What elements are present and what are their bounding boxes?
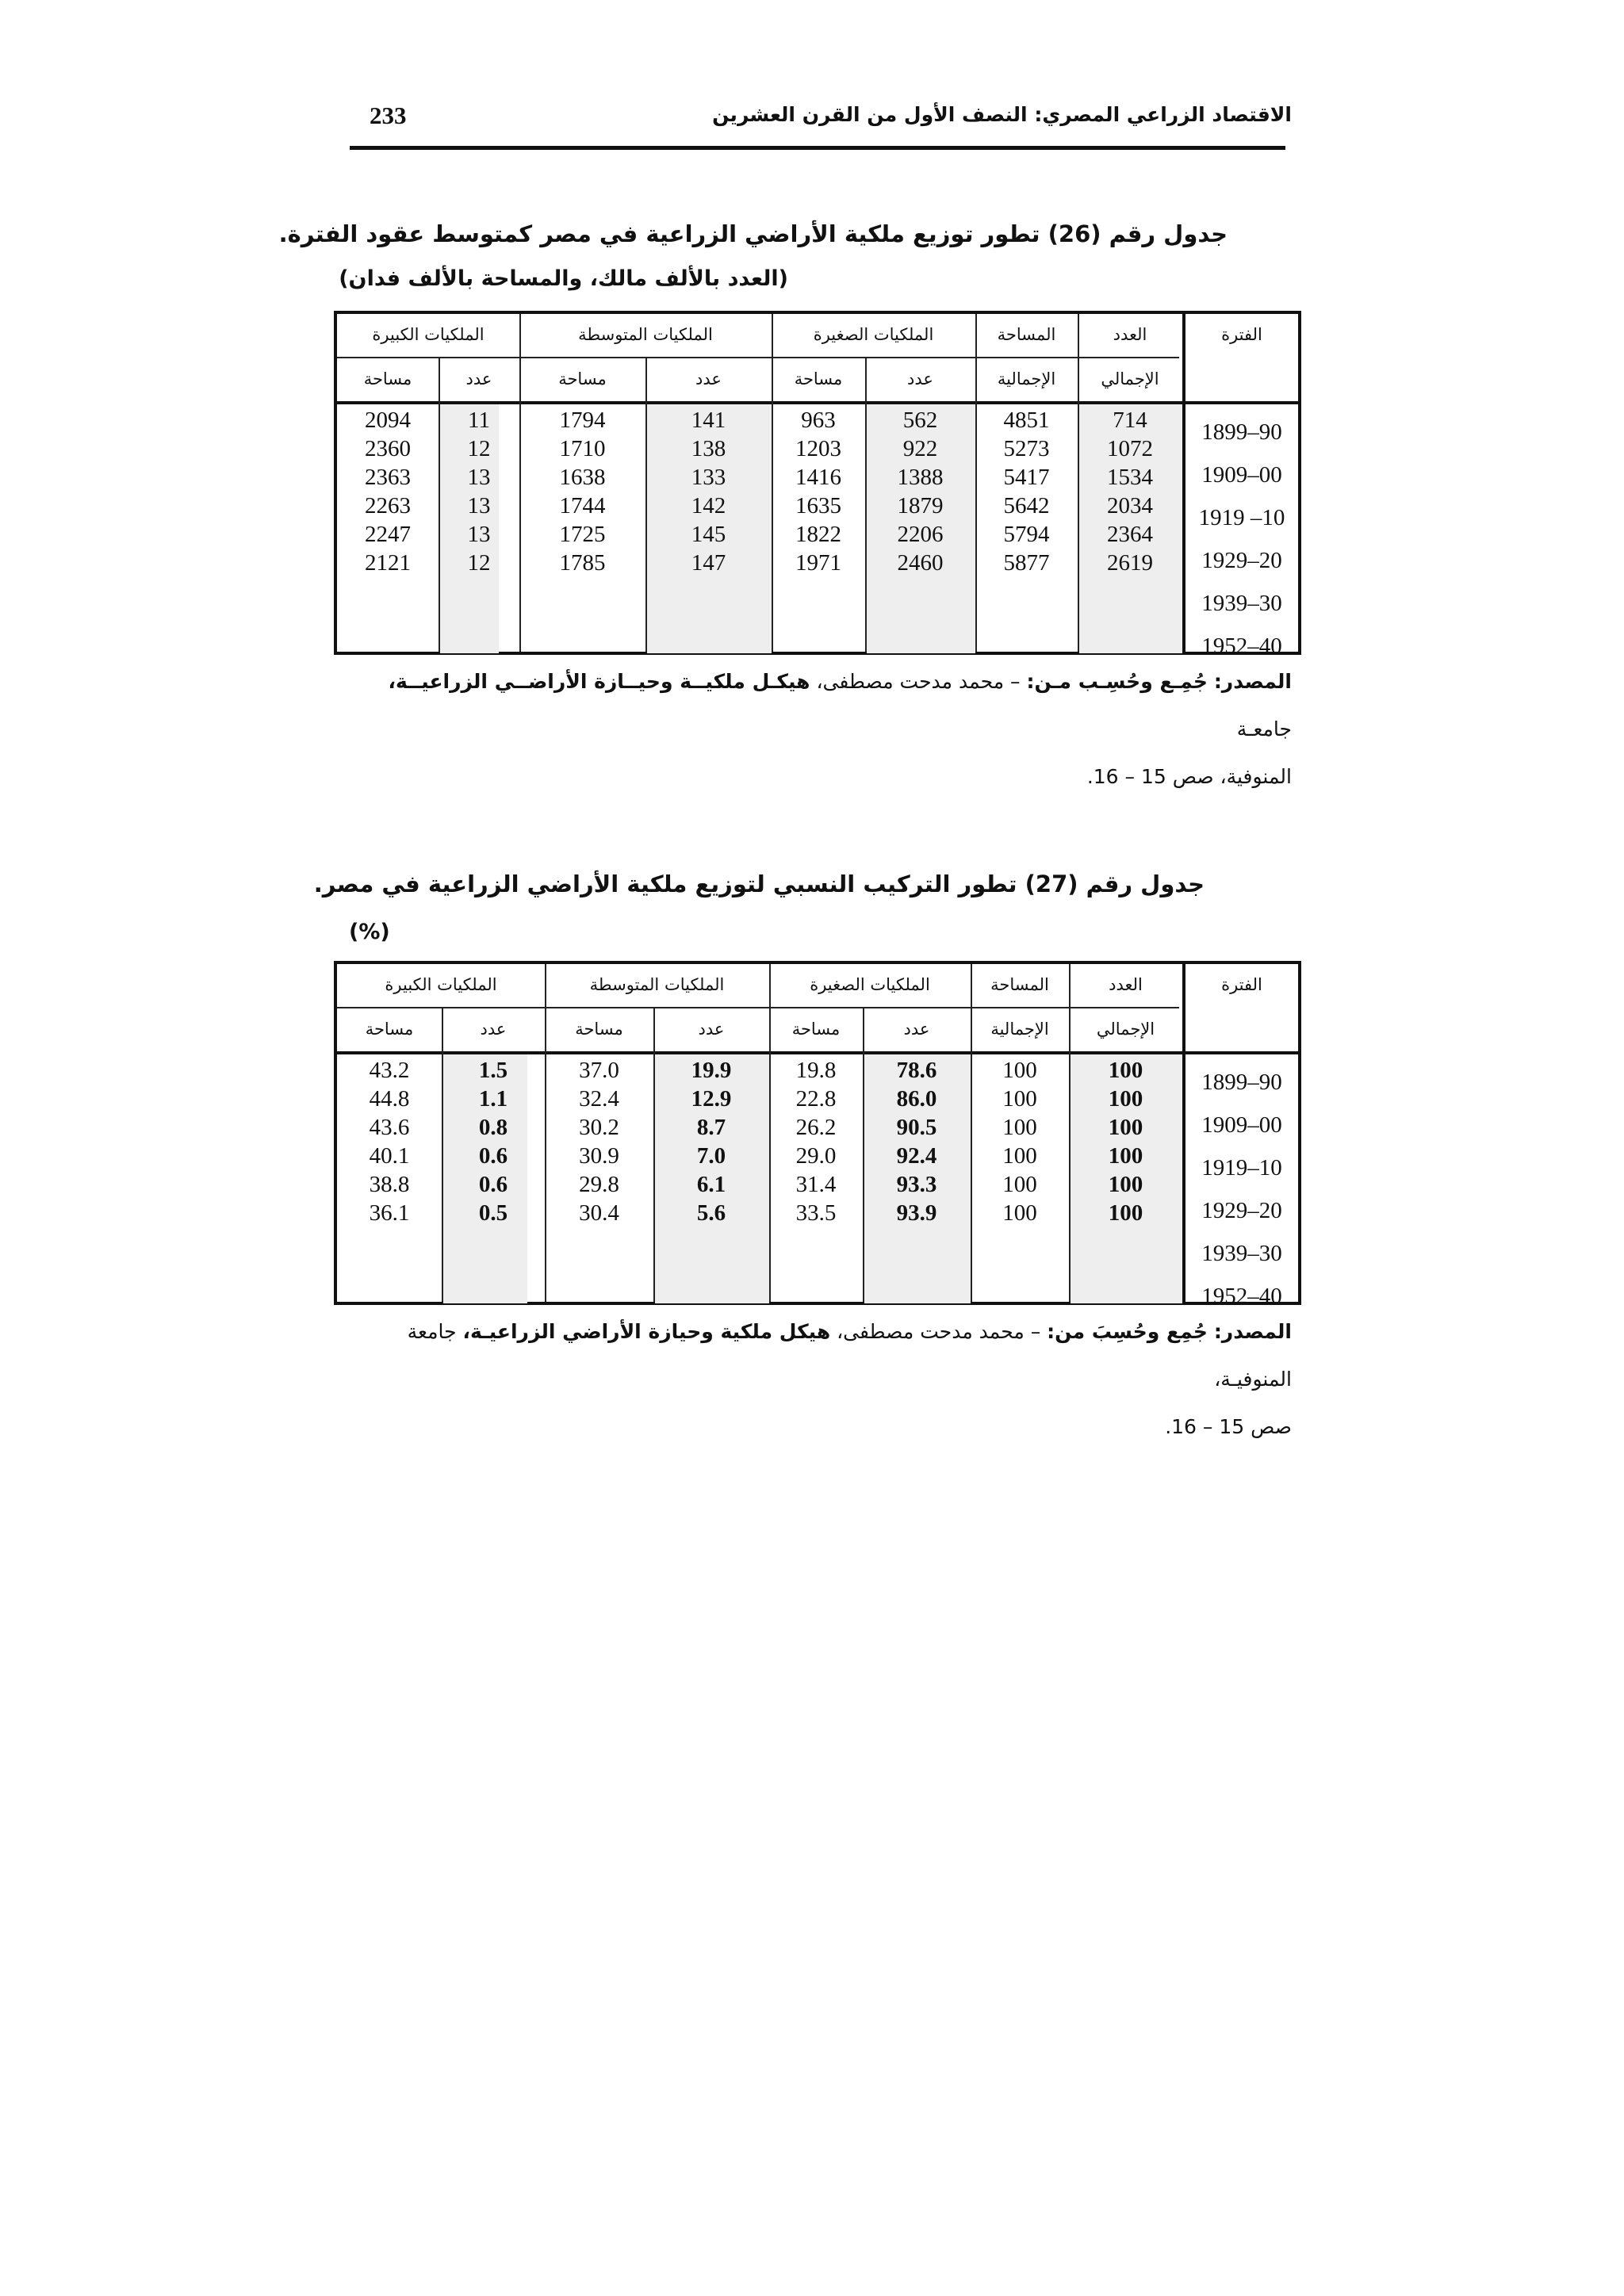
table-cell: 43.2 <box>369 1058 410 1083</box>
t26-header-large-count: عدد <box>465 369 492 388</box>
table-cell: 13 <box>467 493 491 519</box>
table-cell: 86.0 <box>896 1086 937 1112</box>
table-cell: 1638 <box>559 465 606 490</box>
table-cell: 100 <box>1002 1172 1037 1197</box>
table-cell: 30.2 <box>579 1115 619 1140</box>
table-cell: 922 <box>902 436 938 461</box>
table-cell: 1416 <box>795 465 841 490</box>
table-cell: 1939–30 <box>1201 1241 1282 1266</box>
table-cell: 562 <box>902 408 938 433</box>
t26-header-medium-count: عدد <box>695 369 722 388</box>
table-cell: 13 <box>467 465 491 490</box>
table-cell: 12 <box>467 550 491 576</box>
table-cell: 100 <box>1002 1143 1037 1169</box>
t26-header-total-count: العدد <box>1113 325 1147 344</box>
t26-medium-count-column <box>645 406 772 577</box>
table26-caption: جدول رقم (26) تطور توزيع ملكية الأراضي الزراعية في مصر كمتوسط عقود الفترة. <box>278 220 1228 247</box>
table-cell: 78.6 <box>896 1058 937 1083</box>
table-cell: 145 <box>691 522 726 547</box>
table-cell: 12.9 <box>691 1086 732 1112</box>
t27-header-large-area: مساحة <box>365 1020 414 1039</box>
source-university: جامعـة <box>1236 718 1292 740</box>
table-cell: 6.1 <box>696 1172 726 1197</box>
table-cell: 5877 <box>1003 550 1050 576</box>
t27-total-count-column <box>1069 1056 1182 1227</box>
table-cell: 1909–00 <box>1201 1112 1282 1138</box>
table-cell: 26.2 <box>795 1115 837 1140</box>
table-cell: 7.0 <box>696 1143 726 1169</box>
table-cell: 1929–20 <box>1201 1198 1282 1223</box>
t26-header-large-area: مساحة <box>363 369 412 388</box>
table-cell: 1929–20 <box>1201 548 1282 573</box>
source-pages: المنوفية، صص 15 – 16. <box>1086 765 1292 788</box>
source-collected: جُمِـع وحُسِـب مـن: <box>1026 670 1208 693</box>
table-cell: 32.4 <box>579 1086 619 1112</box>
table-cell: 5417 <box>1003 465 1050 490</box>
t26-header-small-count: عدد <box>907 369 933 388</box>
t26-periods-column <box>1182 411 1301 668</box>
table-cell: 19.8 <box>795 1058 837 1083</box>
table-cell: 33.5 <box>795 1200 837 1226</box>
t27-header-small-count: عدد <box>903 1020 930 1039</box>
table-cell: 2206 <box>897 522 944 547</box>
table-cell: 31.4 <box>795 1172 837 1197</box>
table-cell: 1919 –10 <box>1198 505 1285 530</box>
table-cell: 22.8 <box>795 1086 837 1112</box>
table-cell: 1.1 <box>478 1086 508 1112</box>
table-cell: 2094 <box>365 408 411 433</box>
table-cell: 44.8 <box>369 1086 410 1112</box>
source-author: – محمد مدحت مصطفى، <box>816 670 1021 693</box>
t27-header-medium-area: مساحة <box>575 1020 623 1039</box>
t27-header-period: الفترة <box>1221 975 1262 994</box>
t27-large-count-column <box>442 1056 545 1227</box>
table26-source <box>332 658 1292 801</box>
t27-header-small: الملكيات الصغيرة <box>810 975 930 994</box>
table-cell: 0.6 <box>478 1143 508 1169</box>
source-label: المصدر: <box>1213 1320 1292 1343</box>
t26-header-total-count-2: الإجمالي <box>1101 369 1159 388</box>
table-cell: 100 <box>1108 1143 1143 1169</box>
t27-header-medium-count: عدد <box>698 1020 725 1039</box>
t26-header-total-area: المساحة <box>997 325 1056 344</box>
table-cell: 5794 <box>1003 522 1050 547</box>
table-cell: 1534 <box>1107 465 1153 490</box>
t27-header-total-count: العدد <box>1109 975 1143 994</box>
t26-header-total-area-2: الإجمالية <box>997 369 1056 388</box>
table-cell: 100 <box>1002 1115 1037 1140</box>
table-cell: 30.4 <box>579 1200 619 1226</box>
table-cell: 1952–40 <box>1201 1284 1282 1309</box>
table-cell: 5642 <box>1003 493 1050 519</box>
table-cell: 1710 <box>559 436 606 461</box>
source-collected: جُمِع وحُسِبَ من: <box>1047 1320 1208 1343</box>
table-cell: 30.9 <box>579 1143 619 1169</box>
table-cell: 0.5 <box>478 1200 508 1226</box>
table-cell: 1879 <box>897 493 944 519</box>
t26-header-medium: الملكيات المتوسطة <box>578 325 713 344</box>
table-cell: 1.5 <box>478 1058 508 1083</box>
table26 <box>334 311 1301 659</box>
table-cell: 2619 <box>1107 550 1153 576</box>
source-title: هيكـل ملكيــة وحيــازة الأراضــي الزراعيــة، <box>388 670 810 693</box>
t27-medium-count-column <box>653 1056 769 1227</box>
table26-units: (العدد بالألف مالك، والمساحة بالألف فدان) <box>339 266 788 291</box>
t26-small-area-column <box>772 406 865 577</box>
t26-header-period: الفترة <box>1221 325 1262 344</box>
t27-header-large-count: عدد <box>480 1020 507 1039</box>
table-cell: 100 <box>1002 1086 1037 1112</box>
table-cell: 1939–30 <box>1201 591 1282 616</box>
table-cell: 92.4 <box>896 1143 937 1169</box>
table-cell: 138 <box>691 436 726 461</box>
table-cell: 43.6 <box>369 1115 410 1140</box>
t27-header-medium: الملكيات المتوسطة <box>589 975 725 994</box>
source-author: – محمد مدحت مصطفى، <box>837 1320 1041 1343</box>
table-cell: 963 <box>801 408 836 433</box>
t27-header-total-count-2: الإجمالي <box>1096 1020 1155 1039</box>
table-cell: 11 <box>468 408 490 433</box>
table-cell: 37.0 <box>579 1058 619 1083</box>
table-cell: 2460 <box>897 550 944 576</box>
t27-large-area-column <box>337 1056 442 1227</box>
running-header-title: الاقتصاد الزراعي المصري: النصف الأول من القرن العشرين <box>712 103 1292 126</box>
t27-header-large: الملكيات الكبيرة <box>385 975 497 994</box>
source-title: هيكل ملكية وحيازة الأراضي الزراعيـة، <box>462 1320 831 1343</box>
table27-source <box>332 1308 1292 1451</box>
table-cell: 100 <box>1002 1058 1037 1083</box>
t26-header-small: الملكيات الصغيرة <box>813 325 934 344</box>
t27-small-count-column <box>863 1056 971 1227</box>
t26-total-count-column <box>1078 406 1182 577</box>
table-cell: 1899–90 <box>1201 419 1282 445</box>
table-cell: 19.9 <box>691 1058 732 1083</box>
source-university: جامعة المنوفيـة، <box>407 1320 1292 1391</box>
table-cell: 2034 <box>1107 493 1153 519</box>
source-pages: صص 15 – 16. <box>1165 1415 1292 1438</box>
table-cell: 1919–10 <box>1201 1155 1282 1181</box>
table-cell: 4851 <box>1003 408 1050 433</box>
table-cell: 1952–40 <box>1201 633 1282 659</box>
table-cell: 141 <box>691 408 726 433</box>
page-number: 233 <box>370 101 407 129</box>
table-cell: 1725 <box>559 522 606 547</box>
table-cell: 147 <box>691 550 726 576</box>
table-cell: 1635 <box>795 493 841 519</box>
table-cell: 38.8 <box>369 1172 410 1197</box>
t26-medium-area-column <box>519 406 645 577</box>
t26-small-count-column <box>865 406 975 577</box>
table-cell: 13 <box>467 522 491 547</box>
table-cell: 100 <box>1108 1115 1143 1140</box>
t27-header-small-area: مساحة <box>791 1020 841 1039</box>
table-cell: 93.3 <box>896 1172 937 1197</box>
table-cell: 29.8 <box>579 1172 619 1197</box>
table27-units: (%) <box>349 920 390 944</box>
t27-header-total-area-2: الإجمالية <box>990 1020 1049 1039</box>
table-cell: 100 <box>1002 1200 1037 1226</box>
table-cell: 12 <box>467 436 491 461</box>
t26-large-count-column <box>439 406 519 577</box>
table27-caption: جدول رقم (27) تطور التركيب النسبي لتوزيع ملكية الأراضي الزراعية في مصر. <box>313 871 1205 897</box>
table-cell: 5273 <box>1003 436 1050 461</box>
table-cell: 0.8 <box>478 1115 508 1140</box>
table-cell: 2364 <box>1107 522 1153 547</box>
table-cell: 142 <box>691 493 726 519</box>
table-cell: 100 <box>1108 1086 1143 1112</box>
table-cell: 1909–00 <box>1201 462 1282 488</box>
t27-header-total-area: المساحة <box>990 975 1049 994</box>
table-cell: 2263 <box>365 493 411 519</box>
table-cell: 5.6 <box>696 1200 726 1226</box>
t26-total-area-column <box>975 406 1078 577</box>
table-cell: 133 <box>691 465 726 490</box>
t26-large-area-column <box>337 406 439 577</box>
t27-medium-area-column <box>545 1056 653 1227</box>
table-cell: 93.9 <box>896 1200 937 1226</box>
table-cell: 1971 <box>795 550 841 576</box>
table-cell: 0.6 <box>478 1172 508 1197</box>
table27 <box>334 961 1301 1309</box>
table-cell: 29.0 <box>795 1143 837 1169</box>
t27-periods-column <box>1182 1061 1301 1318</box>
t26-header-small-area: مساحة <box>794 369 843 388</box>
table-cell: 2247 <box>365 522 411 547</box>
table-cell: 90.5 <box>896 1115 937 1140</box>
table-cell: 1899–90 <box>1201 1070 1282 1095</box>
table-cell: 1744 <box>559 493 606 519</box>
table-cell: 1203 <box>795 436 841 461</box>
t27-small-area-column <box>769 1056 863 1227</box>
t27-total-area-column <box>971 1056 1069 1227</box>
table-cell: 2360 <box>365 436 411 461</box>
table-cell: 1794 <box>559 408 606 433</box>
table-cell: 1785 <box>559 550 606 576</box>
table-cell: 714 <box>1113 408 1147 433</box>
table-cell: 1072 <box>1107 436 1153 461</box>
table-cell: 2121 <box>365 550 411 576</box>
table-cell: 100 <box>1108 1200 1143 1226</box>
table-cell: 1388 <box>897 465 944 490</box>
table-cell: 8.7 <box>696 1115 726 1140</box>
header-rule <box>350 146 1285 150</box>
t26-header-medium-area: مساحة <box>558 369 607 388</box>
source-label: المصدر: <box>1213 670 1292 693</box>
t26-header-large: الملكيات الكبيرة <box>372 325 485 344</box>
table-cell: 40.1 <box>369 1143 410 1169</box>
table-cell: 100 <box>1108 1172 1143 1197</box>
table-cell: 36.1 <box>369 1200 410 1226</box>
table-cell: 100 <box>1108 1058 1143 1083</box>
table-cell: 2363 <box>365 465 411 490</box>
table-cell: 1822 <box>795 522 841 547</box>
